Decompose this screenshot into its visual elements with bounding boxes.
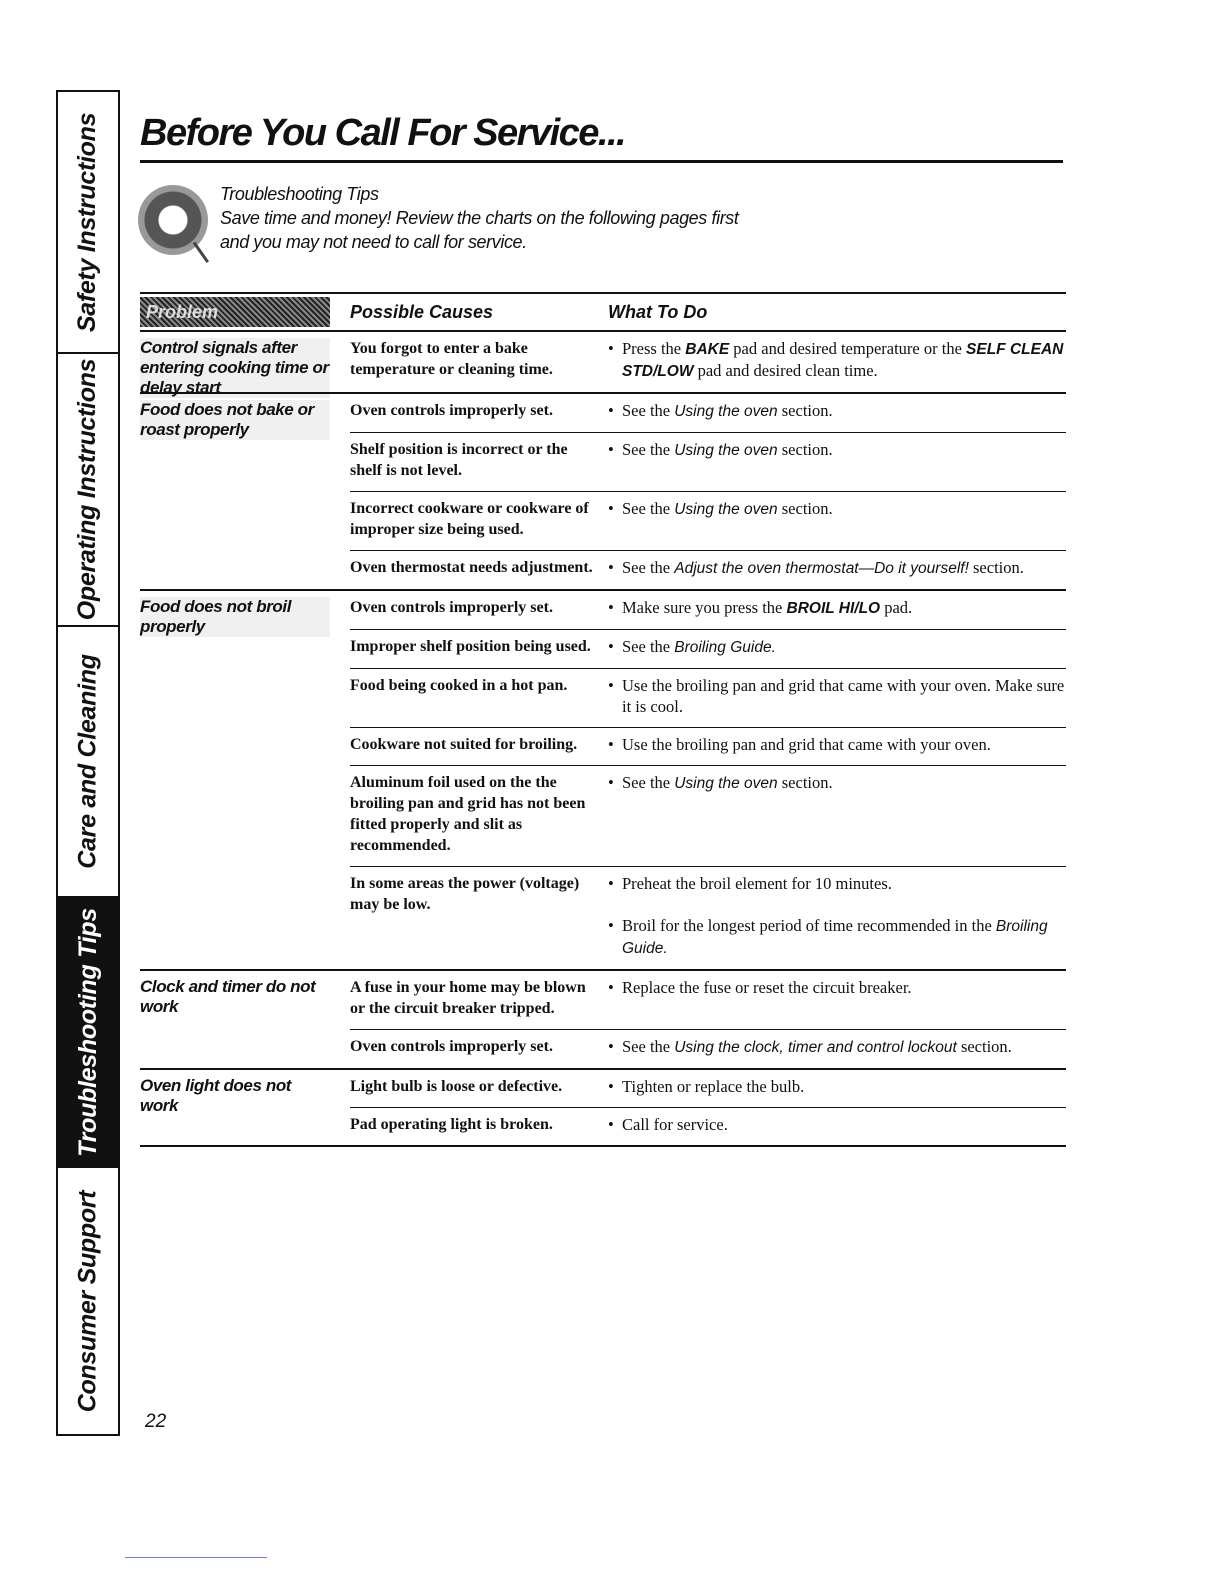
what-to-do — [608, 636, 1066, 658]
side-tab[interactable] — [58, 1168, 118, 1434]
what-to-do — [608, 977, 1066, 1019]
page-number: 22 — [145, 1411, 167, 1432]
text-segment: section. — [777, 401, 833, 420]
possible-cause: Improper shelf position being used. — [350, 638, 591, 655]
possible-cause: Oven thermostat needs adjustment. — [350, 559, 593, 576]
footer-line — [125, 1557, 267, 1558]
what-to-do-item — [608, 597, 1066, 619]
table-row — [350, 668, 1066, 727]
table-row — [350, 971, 1066, 1029]
what-to-do-item — [608, 636, 1066, 658]
cause-rows — [350, 332, 1066, 392]
what-to-do-item — [608, 915, 1066, 959]
what-to-do-item — [608, 498, 1066, 520]
side-tab[interactable] — [58, 627, 118, 898]
problem-title: Clock and timer do not work — [140, 977, 316, 1016]
text-segment: section. — [956, 1037, 1012, 1056]
what-to-do-item — [608, 557, 1066, 579]
problem-title: Oven light does not work — [140, 1076, 292, 1115]
problem-title: Food does not broil properly — [140, 597, 330, 637]
text-segment: Adjust the oven thermostat—Do it yourself! — [674, 560, 969, 577]
text-segment: section. — [777, 773, 833, 792]
magnifier-icon — [138, 185, 208, 255]
table-row — [350, 1107, 1066, 1145]
side-tab-label: Safety Instructions — [73, 112, 102, 332]
text-segment: See the — [622, 773, 675, 792]
problem-title: Control signals after entering cooking time or delay start — [140, 338, 329, 397]
table-row — [350, 1029, 1066, 1068]
text-segment: pad and desired clean time. — [693, 361, 878, 380]
table-row — [350, 550, 1066, 589]
what-to-do-item — [608, 1036, 1066, 1058]
text-segment: Using the clock, timer and control lockout — [674, 1039, 957, 1056]
title-rule — [140, 160, 1063, 163]
possible-cause: In some areas the power (voltage) may be low. — [350, 875, 580, 913]
header-possible-causes: Possible Causes — [350, 302, 494, 322]
text-segment: Use the broiling pan and grid that came with your oven. Make sure it is cool. — [622, 676, 1065, 716]
text-segment: Call for service. — [622, 1115, 728, 1134]
cause-rows — [350, 971, 1066, 1068]
side-tab[interactable] — [58, 898, 118, 1168]
what-to-do-item — [608, 338, 1066, 382]
table-row — [350, 727, 1066, 765]
page-title: Before You Call For Service... — [140, 112, 626, 154]
table-row — [350, 332, 1066, 392]
what-to-do — [608, 1076, 1066, 1097]
possible-cause: Light bulb is loose or defective. — [350, 1078, 563, 1095]
table-row — [350, 432, 1066, 491]
possible-cause: A fuse in your home may be blown or the circuit breaker tripped. — [350, 979, 586, 1017]
what-to-do-item — [608, 675, 1066, 717]
possible-cause: Oven controls improperly set. — [350, 599, 553, 616]
what-to-do-item — [608, 977, 1066, 998]
text-segment: Make sure you press the — [622, 598, 787, 617]
what-to-do — [608, 1036, 1066, 1058]
text-segment: See the — [622, 499, 675, 518]
what-to-do-item — [608, 439, 1066, 461]
possible-cause: Oven controls improperly set. — [350, 1038, 553, 1055]
text-segment: Using the oven — [674, 403, 778, 420]
text-segment: See the — [622, 558, 675, 577]
what-to-do-item — [608, 1076, 1066, 1097]
side-tab-label: Consumer Support — [73, 1190, 102, 1412]
text-segment: section. — [968, 558, 1024, 577]
possible-cause: Food being cooked in a hot pan. — [350, 677, 568, 694]
possible-cause: Shelf position is incorrect or the shelf is not level. — [350, 441, 568, 479]
problem-group — [140, 394, 1066, 591]
what-to-do — [608, 675, 1066, 717]
tips-heading: Troubleshooting Tips — [220, 184, 379, 204]
problem-group — [140, 591, 1066, 971]
table-row — [350, 629, 1066, 668]
what-to-do — [608, 557, 1066, 579]
tips-block — [220, 182, 740, 254]
what-to-do-item — [608, 772, 1066, 794]
section-tabs — [56, 90, 120, 1436]
text-segment: Broiling Guide. — [674, 639, 776, 656]
text-segment: Using the oven — [674, 775, 778, 792]
what-to-do — [608, 439, 1066, 481]
text-segment: section. — [777, 440, 833, 459]
table-header — [140, 292, 1066, 332]
side-tab-label: Troubleshooting Tips — [73, 907, 102, 1157]
problem-title: Food does not bake or roast properly — [140, 400, 330, 440]
table-row — [350, 491, 1066, 550]
text-segment: Using the oven — [674, 501, 778, 518]
table-row — [350, 866, 1066, 969]
what-to-do-item — [608, 873, 1066, 894]
possible-cause: You forgot to enter a bake temperature or cleaning time. — [350, 340, 553, 378]
what-to-do-item — [608, 400, 1066, 422]
what-to-do — [608, 338, 1066, 382]
table-row — [350, 591, 1066, 629]
possible-cause: Cookware not suited for broiling. — [350, 736, 578, 753]
cause-rows — [350, 1070, 1066, 1145]
possible-cause: Oven controls improperly set. — [350, 402, 553, 419]
table-row — [350, 765, 1066, 866]
side-tab-label: Operating Instructions — [73, 358, 102, 621]
table-row — [350, 1070, 1066, 1107]
cause-rows — [350, 394, 1066, 589]
what-to-do — [608, 400, 1066, 422]
text-segment: See the — [622, 440, 675, 459]
possible-cause: Pad operating light is broken. — [350, 1116, 553, 1133]
side-tab[interactable] — [58, 92, 118, 354]
header-problem: Problem — [140, 297, 330, 327]
problem-group — [140, 971, 1066, 1070]
problem-group — [140, 1070, 1066, 1147]
table-body — [140, 332, 1066, 1147]
header-what-to-do: What To Do — [608, 302, 708, 322]
problem-group — [140, 332, 1066, 397]
text-segment: Preheat the broil element for 10 minutes. — [622, 874, 892, 893]
text-segment: pad. — [880, 598, 913, 617]
what-to-do — [608, 498, 1066, 540]
cause-rows — [350, 591, 1066, 969]
troubleshooting-table — [140, 292, 1066, 1147]
text-segment: Using the oven — [674, 442, 778, 459]
what-to-do — [608, 1114, 1066, 1135]
text-segment: Press the — [622, 339, 686, 358]
text-segment: Use the broiling pan and grid that came with your oven. — [622, 735, 991, 754]
text-segment: Tighten or replace the bulb. — [622, 1077, 805, 1096]
text-segment: Broil for the longest period of time recommended in the — [622, 916, 996, 935]
text-segment: See the — [622, 401, 675, 420]
what-to-do — [608, 772, 1066, 856]
text-segment: pad and desired temperature or the — [729, 339, 967, 358]
what-to-do-item — [608, 1114, 1066, 1135]
text-segment: section. — [777, 499, 833, 518]
text-segment: Broiling Guide. — [622, 918, 1048, 957]
text-segment: SELF CLEAN STD/LOW — [622, 341, 1064, 380]
what-to-do-item — [608, 734, 1066, 755]
side-tab-label: Care and Cleaning — [73, 654, 102, 869]
tips-description: Save time and money! Review the charts on the following pages first and you may not need to call for service. — [220, 208, 739, 252]
text-segment: BAKE — [685, 341, 730, 358]
text-segment: See the — [622, 1037, 675, 1056]
possible-cause: Incorrect cookware or cookware of improper size being used. — [350, 500, 589, 538]
possible-cause: Aluminum foil used on the the broiling pan and grid has not been fitted properly and slit as recommended. — [350, 774, 586, 854]
what-to-do — [608, 734, 1066, 755]
what-to-do — [608, 597, 1066, 619]
text-segment: See the — [622, 637, 675, 656]
what-to-do — [608, 873, 1066, 959]
side-tab[interactable] — [58, 354, 118, 627]
text-segment: BROIL HI/LO — [786, 600, 881, 617]
text-segment: Replace the fuse or reset the circuit breaker. — [622, 978, 912, 997]
table-row — [350, 394, 1066, 432]
